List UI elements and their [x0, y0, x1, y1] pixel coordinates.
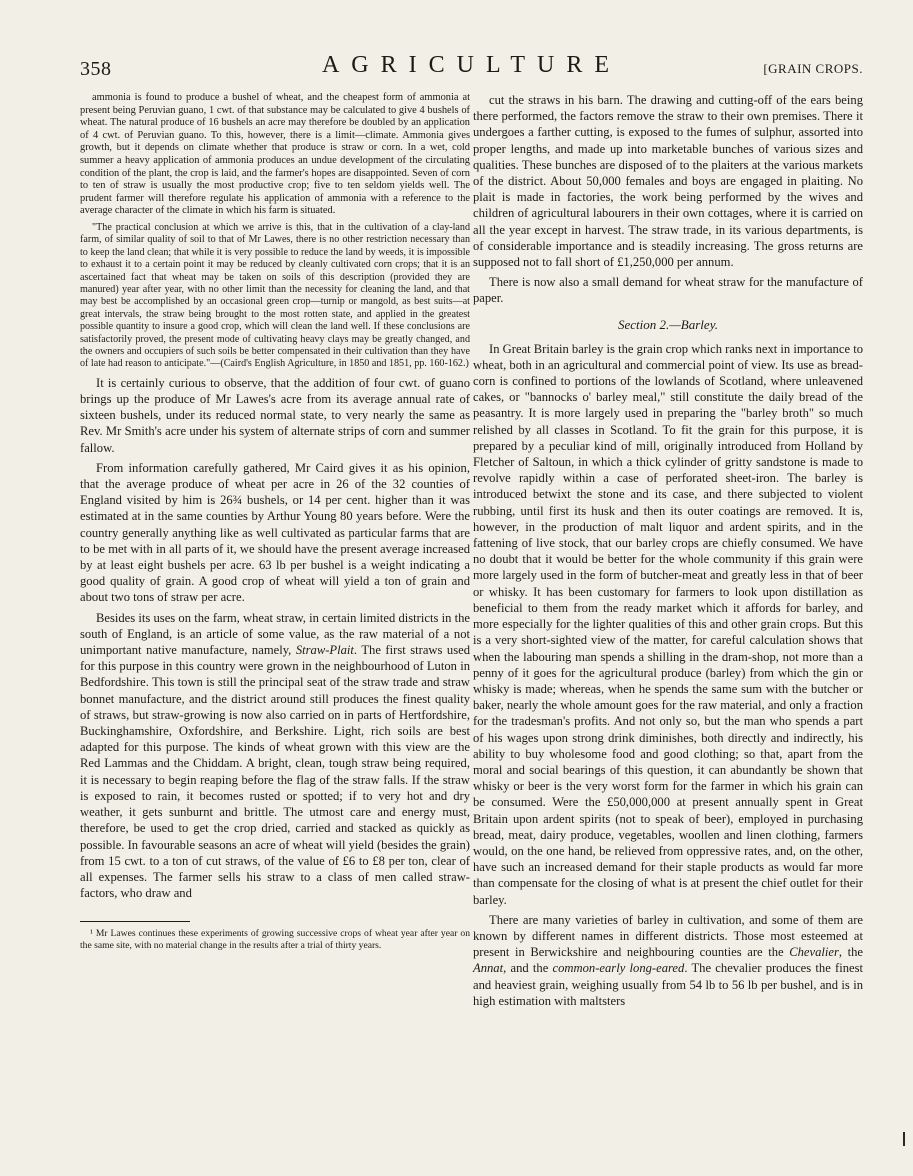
emphasis-long-eared: common-early long-eared — [552, 961, 685, 976]
section-heading: Section 2.—Barley. — [617, 316, 718, 332]
page-header — [80, 52, 863, 84]
paragraph-paper: There is now also a small demand for wheat straw for the manufacture of paper. — [473, 275, 863, 306]
emphasis-straw-plait: Straw-Plait — [295, 643, 354, 658]
paragraph-barley-importance: In Great Britain barley is the grain crop which ranks next in importance to wheat, both in an agricultural and commercial point of view. Its use as bread-corn is confined to portions of the lowlands of Scotland, where unleavened cakes, or "bannocks o' barley meal," still constitute the daily bread of the peasantry. It is more largely used in preparing the "barley broth" so much relished by all classes in Scotland. To fit the grain for this purpose, it is prepared by a peculiar kind of mill, originally introduced from Holland by Fletcher of Saltoun, in which a thick cylinder of gritty sandstone is made to revolve rapidly within a case of perforated sheet-iron. The barley is introduced betwixt the stone and its case, and there subjected to violent rubbing, until first its husk and then its outer coatings are removed. It is, however, in the production of malt liquor and ardent spirits, and in the fattening of live stock, that our barley crops are chiefly consumed. We have no doubt that it would be better for the whole community if this grain were more largely used in the form of butcher-meat and greatly less in that of beer or whisky. It has been customary for farmers to look upon distillation as beneficial to them from the ready market which it affords for barley, and more especially for the lighter qualities of this and other grain crops. But this is a very short-sighted view of the matter, for careful calculation shows that when the labouring man spends a shilling in the dram-shop, not more than a penny of it goes for the agricultural produce (barley) from which the gin or whisky is made; whereas, when he spends the same sum with the butcher or baker, nearly the whole amount goes for the raw material, and only a fraction for the tradesman's profits. And not only so, but the man who spends a part of his wages upon strong drink diminishes, both directly and indirectly, his ability to buy wholesome food and good clothing; so that, apart from the moral and social bearings of this question, it can abundantly be shown that whisky or beer is the very worst form for the farmer in which his grain can be consumed. Were the £50,000,000 at present annually spent in Great Britain upon ardent spirits (not to speak of beer), employed in purchasing bread, meat, dairy produce, vegetables, woollen and linen clothing, farmers would, on the one hand, be relieved from oppressive rates, and, on the other, have such an increased demand for their staple products as would far more than compensate for the closing of what is at present the chief outlet for their barley. — [473, 341, 863, 907]
left-column — [80, 92, 470, 951]
paragraph-straw-factors: cut the straws in his barn. The drawing and cutting-off of the ears being there performed, the factors remove the straw to their own premises. There it undergoes a farther cutting, is exposed to the fumes of sulphur, assorted into proper lengths, and made up into marketable bunches of various sizes and qualities. These bunches are disposed of to the plaiters at the various markets of the district. About 50,000 females and boys are engaged in plaiting. No plait is made in factories, the work being performed by the wives and children of agricultural labourers in their own cottages, where it is carried on all the year except in harvest. The straw trade, in its various departments, is of considerable importance and is steadily increasing. The gross returns are supposed not to fall short of £1,250,000 per annum. — [473, 93, 863, 270]
paragraph-barley-varieties — [473, 912, 863, 1009]
text-run: Besides its uses on the farm, wheat straw, in certain limited districts in the south of England, is an article of some value, as the raw material of a not unimportant native manufacture, namely, — [80, 610, 470, 658]
paragraph-average-produce: From information carefully gathered, Mr Caird gives it as his opinion, that the average produce of wheat per acre in 26 of the 32 counties of England visited by him is 26¾ bushels, or 14 per cent. higher than it was estimated at in the same counties by Arthur Young 80 years before. Were the country generally anything like as well cultivated as particular farms that are to be met with in all parts of it, we should have the present average increased by at least eight bushels per acre. 63 lb per bushel is a weight indicating a good quality of grain. A good crop of wheat will yield a ton of grain and about two tons of straw per acre. — [80, 460, 470, 605]
paragraph-ammonia: ammonia is found to produce a bushel of wheat, and the cheapest form of ammonia at present being Peruvian guano, 1 cwt. of that substance may be calculated to give 4 bushels of wheat. The natural produce of 16 bushels an acre may therefore be doubled by an application of 4 cwt. of Peruvian guano. To this, however, there is a limit—climate. Ammonia gives growth, but it depends on climate whether that produce is straw or corn. In a wet, cold summer a heavy application of ammonia produces an undue development of the circulating condition of the plant, the crop is laid, and the farmer's hopes are disappointed. Seven of corn to ten of straw is usually the most productive crop; five to ten seldom yields well. The prudent farmer will therefore regulate his application of ammonia with a reference to the average character of the climate in which his farm is situated. — [80, 92, 470, 217]
footnote-divider — [80, 921, 190, 922]
running-title: AGRICULTURE — [321, 52, 622, 78]
section-tag: [GRAIN CROPS. — [763, 61, 863, 76]
text-run: . The first straws used for this purpose in this country were grown in the neighbourhood of Luton in Bedfordshire. This town is still the principal seat of the straw trade and straw bonnet manufacture, and the district around still produces the finest quality of straws, but straw-growing is now also carried on in parts of Hertfordshire, Buckinghamshire, Oxfordshire, and Berkshire. Light, rich soils are best adapted for this purpose. The kinds of wheat grown with this view are the Red Lammas and the Chiddam. A bright, clean, tough straw being required, it is necessary to begin reaping before the flag of the straw falls. If the straw is exposed to rain, it becomes rusted or spotted; if to very hot and dry weather, it gets sunburnt and brittle. The utmost care and energy must, therefore, be used to get the crop dried, carried and stacked as quickly as possible. In favourable seasons an acre of wheat will yield (besides the grain) from 15 cwt. to a ton of cut straws, of the value of £6 to £8 per ton, clear of all expenses. The farmer sells his straw to a class of men called straw-factors, who draw and — [80, 643, 470, 901]
text-run: , and the — [503, 961, 553, 976]
footnote: ¹ Mr Lawes continues these experiments of growing successive crops of wheat year after year on the same site, with no material change in the results after a trial of thirty years. — [80, 928, 470, 951]
margin-mark — [903, 1132, 905, 1146]
paragraph-guano: It is certainly curious to observe, that the addition of four cwt. of guano brings up the produce of Mr Lawes's acre from its average annual rate of sixteen bushels, under its reduced normal state, to very nearly the same as Rev. Mr Smith's acre under his system of alternate strips of corn and summer fallow. — [80, 375, 470, 455]
text-run: There are many varieties of barley in cultivation, and some of them are known by different names in different districts. Those most esteemed at present in Berwickshire and neighbouring counties are the — [473, 912, 863, 960]
text-run: . The chevalier produces the finest and heaviest grain, weighing usually from 54 lb to 56 lb per bushel, and is in high estimation with maltsters — [473, 961, 864, 1008]
right-column — [473, 92, 863, 1009]
caird-quotation: "The practical conclusion at which we arrive is this, that in the cultivation of a clay-land farm, of similar quality of soil to that of Mr Lawes, there is no other restriction necessary than to keep the land clean; that while it is very possible to reduce the land by weeds, it is impossible to exhaust it to a certain point it may be reduced by cleanly cultivated corn crops; that it is an ascertained fact that wheat may be taken on soils of this description (provided they are manured) year after year, with no other limit than the necessity for cleaning the land, and that may best be accomplished by an occasional green crop—turnip or mangold, as best suits—at great intervals, the straw being brought to the most rotten state, and applied in the greatest possible quantity to insure a good crop, which will clean the land well. If these conclusions are satisfactorily proved, the present mode of cultivating heavy clays may be greatly changed, and the owners and occupiers of such soils be better compensated in their cultivation than they have of late had reason to anticipate."—(Caird's English Agriculture, in 1850 and 1851, pp. 160-162.) — [80, 221, 470, 370]
emphasis-annat: Annat — [473, 961, 504, 976]
text-run: , the — [838, 945, 863, 960]
paragraph-straw-plait — [80, 610, 470, 902]
page-number: 358 — [80, 58, 112, 80]
emphasis-chevalier: Chevalier — [789, 945, 839, 960]
